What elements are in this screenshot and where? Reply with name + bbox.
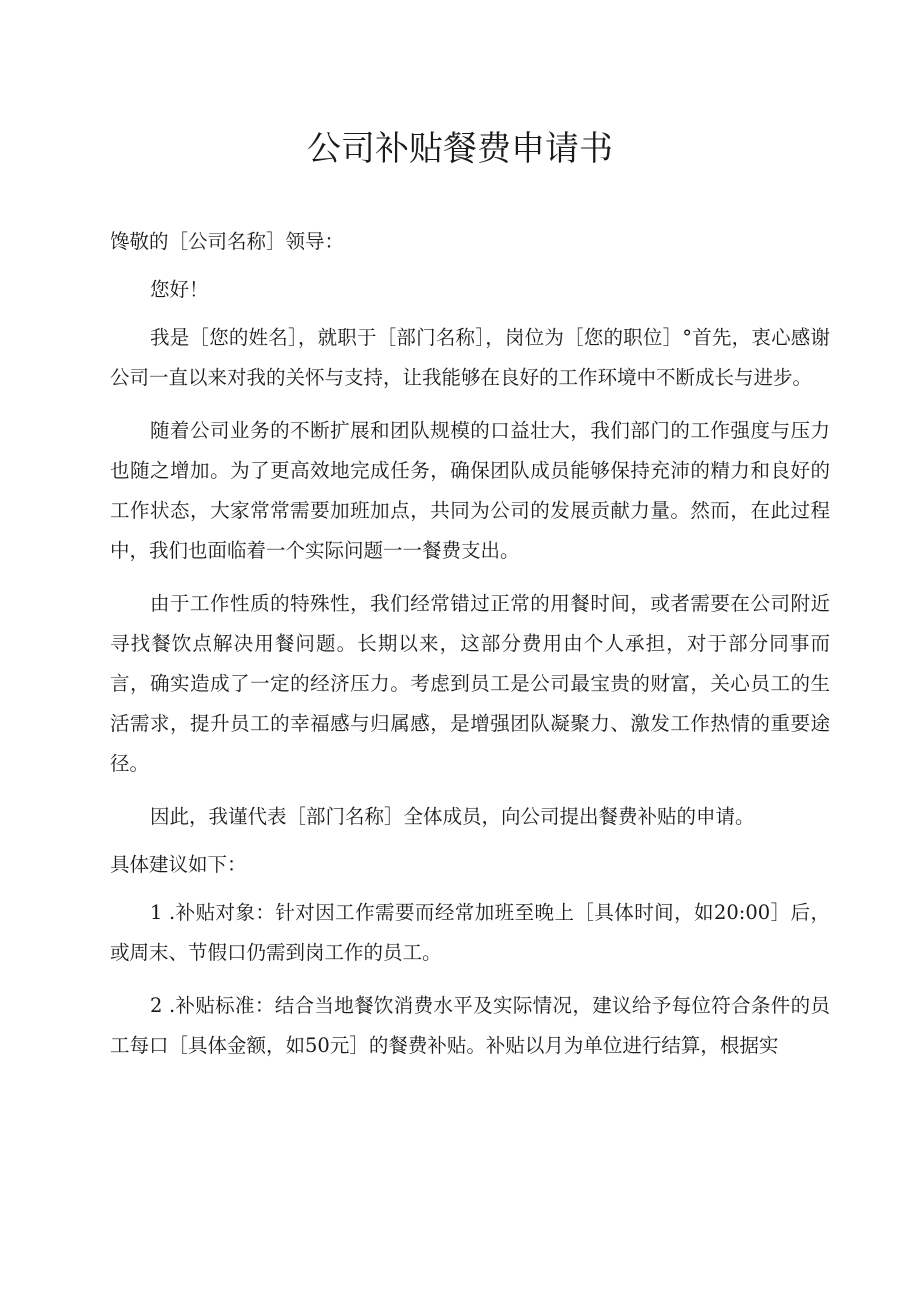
salutation: 馋敬的［公司名称］领导： [110,230,345,253]
proposal-item-1: 1 .补贴对象：针对因工作需要而经常加班至晚上［具体时间，如20:00］后，或周末、节假口仍需到岗工作的员工。 [110,901,830,964]
paragraph-background: 随着公司业务的不断扩展和团队规模的口益壮大，我们部门的工作强度与压力也随之增加。为了更高效地完成任务，确保团队成员能够保持充沛的精力和良好的工作状态，大家常常需要加班加点，共同为公司的发展贡献力量。然而，在此过程中，我们也面临着一个实际问题一一餐费支出。 [110,419,830,562]
document-title: 公司补贴餐费申请书 [307,129,613,169]
paragraph-request: 因此，我谨代表［部门名称］全体成员，向公司提出餐费补贴的申请。 [150,805,755,828]
greeting: 您好！ [150,278,209,301]
proposal-item-2: 2 .补贴标准：结合当地餐饮消费水平及实际情况，建议给予每位符合条件的员工每口［具体金额，如50元］的餐费补贴。补贴以月为单位进行结算，根据实 [110,994,830,1057]
document-body [110,222,830,1079]
proposal-intro: 具体建议如下： [110,853,247,876]
paragraph-intro: 我是［您的姓名］，就职于［部门名称］，岗位为［您的职位］°首先，衷心感谢公司一直以来对我的关怀与支持，让我能够在良好的工作环境中不断成长与进步。 [110,326,830,389]
paragraph-problem: 由于工作性质的特殊性，我们经常错过正常的用餐时间，或者需要在公司附近寻找餐饮点解决用餐问题。长期以来，这部分费用由个人承担，对于部分同事而言，确实造成了一定的经济压力。考虑到员工是公司最宝贵的财富，关心员工的生活需求，提升员工的幸福感与归属感，是增强团队凝聚力、激发工作热情的重要途径。 [110,592,830,775]
